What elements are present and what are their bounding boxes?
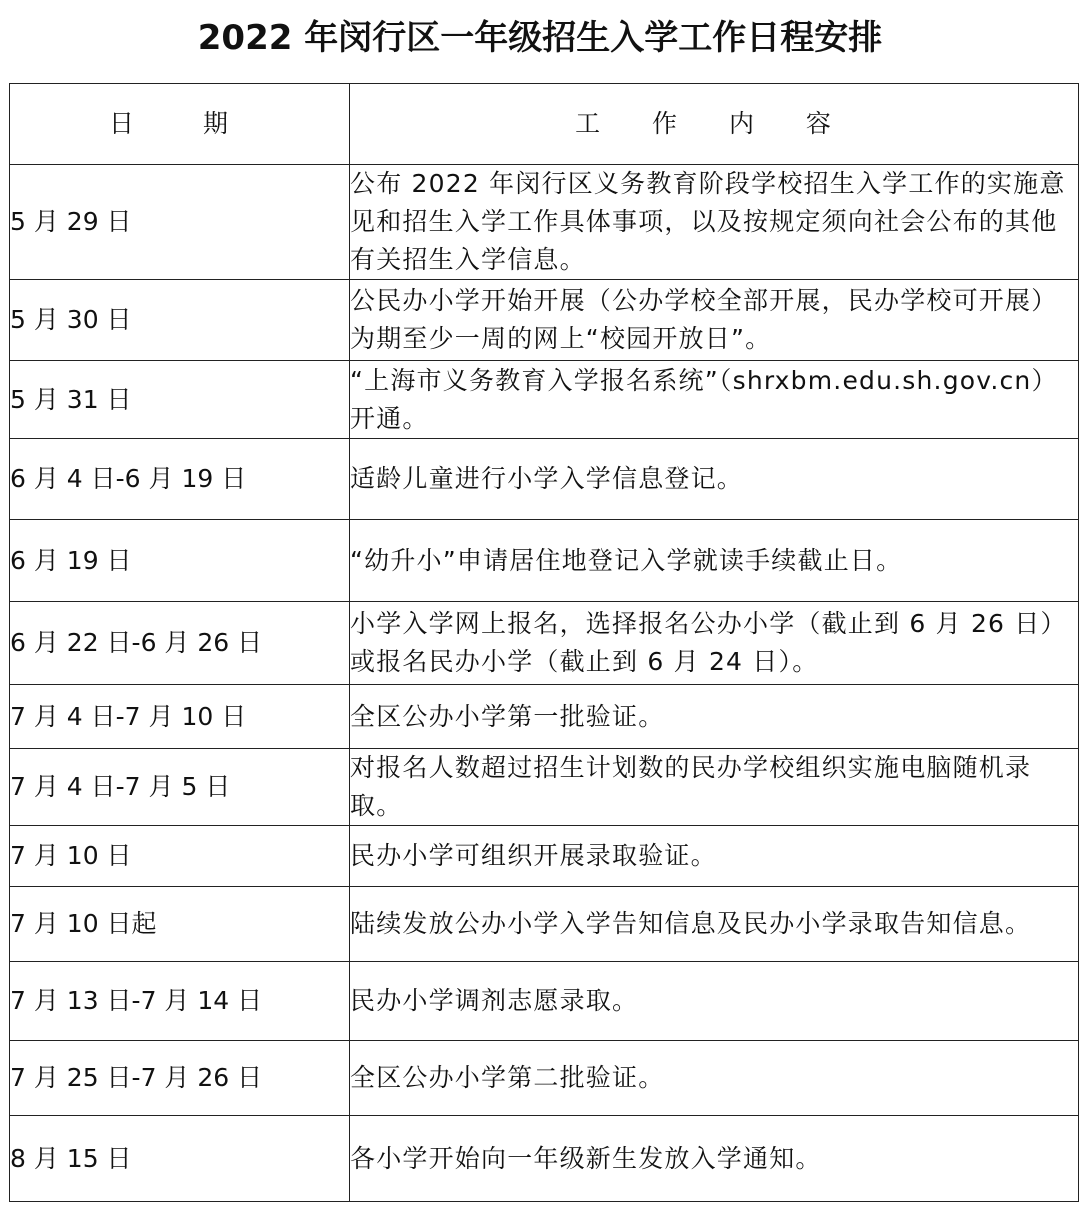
row-date: 6 月 19 日	[10, 520, 350, 602]
table-row	[10, 962, 1079, 1041]
row-date: 7 月 4 日-7 月 10 日	[10, 685, 350, 749]
row-content: 对报名人数超过招生计划数的民办学校组织实施电脑随机录取。	[350, 749, 1079, 826]
table-row	[10, 685, 1079, 749]
header-date: 日 期	[10, 84, 350, 165]
row-date: 5 月 29 日	[10, 165, 350, 280]
row-content: “上海市义务教育入学报名系统”（shrxbm.edu.sh.gov.cn）开通。	[350, 361, 1079, 439]
row-date: 7 月 25 日-7 月 26 日	[10, 1041, 350, 1116]
table-row	[10, 280, 1079, 361]
row-date: 7 月 4 日-7 月 5 日	[10, 749, 350, 826]
row-date: 6 月 4 日-6 月 19 日	[10, 439, 350, 520]
table-header-row	[10, 84, 1079, 165]
row-date: 5 月 30 日	[10, 280, 350, 361]
table-row	[10, 602, 1079, 685]
row-content: 各小学开始向一年级新生发放入学通知。	[350, 1116, 1079, 1202]
row-content: “幼升小”申请居住地登记入学就读手续截止日。	[350, 520, 1079, 602]
table-row	[10, 887, 1079, 962]
row-content: 小学入学网上报名，选择报名公办小学（截止到 6 月 26 日）或报名民办小学（截止到 6 月 24 日）。	[350, 602, 1079, 685]
table-row	[10, 826, 1079, 887]
row-date: 7 月 10 日起	[10, 887, 350, 962]
schedule-table	[9, 83, 1079, 1202]
row-content: 民办小学可组织开展录取验证。	[350, 826, 1079, 887]
row-content: 民办小学调剂志愿录取。	[350, 962, 1079, 1041]
table-row	[10, 1041, 1079, 1116]
page-title: 2022 年闵行区一年级招生入学工作日程安排	[197, 18, 883, 58]
table-row	[10, 749, 1079, 826]
row-date: 6 月 22 日-6 月 26 日	[10, 602, 350, 685]
row-content: 公布 2022 年闵行区义务教育阶段学校招生入学工作的实施意见和招生入学工作具体事项，以及按规定须向社会公布的其他有关招生入学信息。	[350, 165, 1079, 280]
table-row	[10, 439, 1079, 520]
header-content: 工 作 内 容	[350, 84, 1079, 165]
table-row	[10, 520, 1079, 602]
row-date: 5 月 31 日	[10, 361, 350, 439]
row-content: 公民办小学开始开展（公办学校全部开展，民办学校可开展）为期至少一周的网上“校园开放日”。	[350, 280, 1079, 361]
row-date: 7 月 13 日-7 月 14 日	[10, 962, 350, 1041]
row-content: 陆续发放公办小学入学告知信息及民办小学录取告知信息。	[350, 887, 1079, 962]
table-row	[10, 1116, 1079, 1202]
row-content: 全区公办小学第一批验证。	[350, 685, 1079, 749]
table-row	[10, 165, 1079, 280]
row-date: 7 月 10 日	[10, 826, 350, 887]
row-date: 8 月 15 日	[10, 1116, 350, 1202]
row-content: 全区公办小学第二批验证。	[350, 1041, 1079, 1116]
table-row	[10, 361, 1079, 439]
row-content: 适龄儿童进行小学入学信息登记。	[350, 439, 1079, 520]
